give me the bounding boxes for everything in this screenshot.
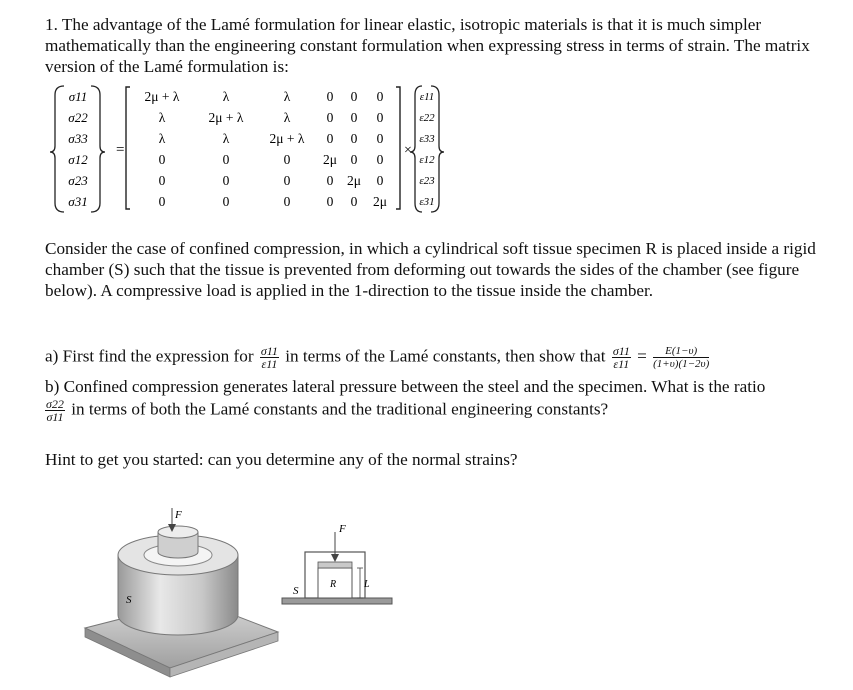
matrix-entry: 2μ + λ <box>269 131 305 146</box>
matrix-entry: 0 <box>350 131 358 146</box>
section-base <box>282 598 392 604</box>
frac-num-sigma22: σ22 <box>46 397 64 411</box>
frac-den-eps11: ε11 <box>261 357 278 371</box>
matrix-entry: λ <box>158 110 166 125</box>
question-b-line1: b) Confined compression generates lateral pressure between the steel and the specimen. What is the ratio <box>45 377 766 396</box>
height-label: L <box>364 579 370 590</box>
matrix-entry: 2μ + λ <box>208 110 244 125</box>
question-b-line2: in terms of both the Lamé constants and the traditional engineering constants? <box>71 399 609 419</box>
lame-matrix-equation <box>0 0 853 240</box>
matrix-entry: 2μ + λ <box>144 89 180 104</box>
sigma11-over-eps11-fraction-2 <box>612 345 631 370</box>
matrix-entry: 0 <box>283 152 291 167</box>
strain-entry: ε11 <box>419 91 435 103</box>
times-sign: × <box>404 143 412 158</box>
matrix-entry: 0 <box>326 131 334 146</box>
sigma11-over-eps11-fraction <box>260 345 279 370</box>
strain-right-brace <box>431 86 444 212</box>
frac2-den-eps11: ε11 <box>613 357 630 371</box>
matrix-entry: 0 <box>376 110 384 125</box>
chamber-label-right: S <box>293 585 299 597</box>
matrix-entry: 0 <box>283 194 291 209</box>
matrix-entry: 0 <box>376 173 384 188</box>
force-label-right: F <box>339 523 346 535</box>
figure-area <box>0 480 853 685</box>
frac-num-sigma11: σ11 <box>260 344 278 358</box>
frac-den-poisson: (1+υ)(1−2υ) <box>653 358 710 370</box>
equals-a: = <box>637 346 647 366</box>
equals-sign: = <box>116 142 125 158</box>
matrix-entry: 0 <box>158 194 166 209</box>
stress-right-brace <box>91 86 105 212</box>
matrix-entry: λ <box>283 110 291 125</box>
stress-left-brace <box>50 86 64 212</box>
matrix-entry: 0 <box>326 194 334 209</box>
problem-intro: 1. The advantage of the Lamé formulation for linear elastic, isotropic materials is that it is much simpler mathematically than the engineering constant formulation when expressing stress in terms of strain. The matrix version of the Lamé formulation is: <box>45 15 810 76</box>
matrix-entry: 0 <box>376 89 384 104</box>
matrix-left-bracket <box>126 87 130 209</box>
question-b <box>45 376 835 423</box>
question-a <box>45 345 835 370</box>
hint-text: Hint to get you started: can you determine any of the normal strains? <box>45 450 518 469</box>
confined-compression-section-figure <box>282 523 392 604</box>
confined-compression-3d-figure <box>85 508 278 677</box>
matrix-entry: λ <box>222 89 230 104</box>
matrix-entry: 0 <box>350 194 358 209</box>
strain-entry: ε33 <box>419 133 435 145</box>
stress-entry: σ22 <box>68 110 88 125</box>
strain-entry: ε22 <box>419 112 435 124</box>
sigma22-over-sigma11-fraction <box>45 398 65 423</box>
matrix-entry: 0 <box>350 152 358 167</box>
matrix-entry: 0 <box>376 131 384 146</box>
matrix-entry: 2μ <box>347 173 361 188</box>
matrix-entry: 0 <box>350 89 358 104</box>
frac2-num-sigma11: σ11 <box>612 344 630 358</box>
matrix-entry: 0 <box>326 89 334 104</box>
matrix-entry: 0 <box>283 173 291 188</box>
matrix-entry: λ <box>158 131 166 146</box>
matrix-entry: 2μ <box>323 152 337 167</box>
matrix-entry: 0 <box>158 152 166 167</box>
strain-entry: ε31 <box>419 196 435 208</box>
matrix-entry: 0 <box>350 110 358 125</box>
matrix-svg <box>0 0 853 240</box>
matrix-entry: 0 <box>222 173 230 188</box>
frac-num-E: E(1−υ) <box>653 345 709 358</box>
confined-compression-text: Consider the case of confined compression, in which a cylindrical soft tissue specimen R is placed inside a rigid chamber (S) such that the tissue is prevented from deforming out towards the sides of the chamber (see figure below). A compressive load is applied in the 1-direction to the tissue inside the chamber. <box>45 239 816 300</box>
section-piston <box>318 562 352 568</box>
matrix-entry: 0 <box>376 152 384 167</box>
specimen-label: R <box>330 579 337 590</box>
strain-entry: ε23 <box>419 175 435 187</box>
modulus-fraction <box>653 345 709 370</box>
question-a-pre: a) First find the expression for <box>45 346 254 366</box>
stress-entry: σ33 <box>68 131 88 146</box>
chamber-label-left: S <box>126 594 132 606</box>
force-label-left: F <box>175 509 182 521</box>
stress-entry: σ31 <box>68 194 88 209</box>
matrix-entry: λ <box>222 131 230 146</box>
strain-entry: ε12 <box>419 154 435 166</box>
matrix-entry: 2μ <box>373 194 387 209</box>
matrix-entry: 0 <box>158 173 166 188</box>
matrix-entry: λ <box>283 89 291 104</box>
matrix-entry: 0 <box>326 110 334 125</box>
matrix-right-bracket <box>396 87 400 209</box>
stress-entry: σ11 <box>68 89 88 104</box>
matrix-entry: 0 <box>222 152 230 167</box>
figure-svg <box>0 480 853 685</box>
matrix-entry: 0 <box>222 194 230 209</box>
stress-entry: σ12 <box>68 152 88 167</box>
stress-entry: σ23 <box>68 173 88 188</box>
frac-den-sigma11: σ11 <box>46 410 64 424</box>
matrix-entry: 0 <box>326 173 334 188</box>
question-a-mid: in terms of the Lamé constants, then show that <box>285 346 606 366</box>
